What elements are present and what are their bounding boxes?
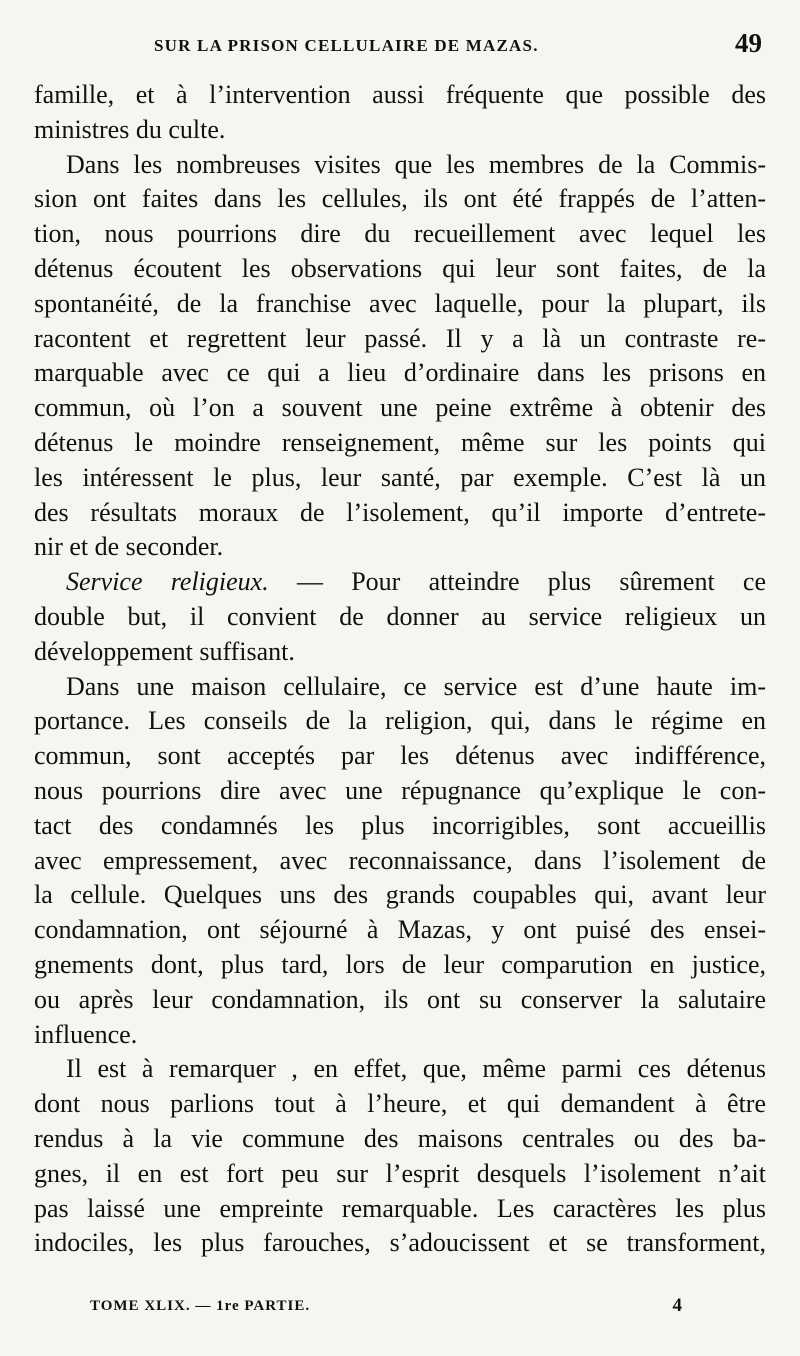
text-line: dont nous parlions tout à l’heure, et qui demandent à être [34,1089,766,1119]
text-line: des résultats moraux de l’isolement, qu’il importe d’entrete- [34,497,766,527]
text-line: détenus écoutent les observations qui leur sont faites, de la [34,253,766,283]
text-line: nous pourrions dire avec une répugnance qu’explique le con- [34,775,766,805]
text-line: la cellule. Quelques uns des grands coupables qui, avant leur [34,880,766,910]
text-line: marquable avec ce qui a lieu d’ordinaire dans les prisons en [34,358,766,388]
section-continuation: — Pour atteindre plus sûrement ce [268,567,766,597]
text-line: pas laissé une empreinte remarquable. Les caractères les plus [34,1193,766,1223]
running-head [34,28,762,66]
text-line: ou après leur condamnation, ils ont su conserver la salutaire [34,984,766,1014]
text-line: détenus le moindre renseignement, même sur les points qui [34,427,766,457]
text-line: indociles, les plus farouches, s’adoucissent et se transforment, [34,1228,766,1258]
text-line: rendus à la vie commune des maisons centrales ou des ba- [34,1123,766,1153]
footer-signature: TOME XLIX. — 1re PARTIE. [90,1298,311,1314]
text-line: tact des condamnés les plus incorrigibles, sont accueillis [34,810,766,840]
text-line: les intéressent le plus, leur santé, par exemple. C’est là un [34,462,766,492]
running-title: SUR LA PRISON CELLULAIRE DE MAZAS. [154,36,539,55]
section-line [34,565,766,600]
text-line: gnes, il en est fort peu sur l’esprit desquels l’isolement n’ait [34,1158,766,1188]
text-line: influence. [34,1019,138,1049]
page-footer [90,1295,682,1320]
text-line: gnements dont, plus tard, lors de leur comparution en justice, [34,949,766,979]
text-line: racontent et regrettent leur passé. Il y a là un contraste re- [34,323,766,353]
page-number: 49 [735,28,762,58]
text-line: développement suffisant. [34,636,295,666]
text-line: portance. Les conseils de la religion, qui, dans le régime en [34,706,766,736]
footer-sheet-number: 4 [672,1295,682,1316]
text-line: Il est à remarquer , en effet, que, même parmi ces détenus [66,1054,766,1084]
section-heading: Service religieux. [66,567,269,597]
text-line: ministres du culte. [34,114,226,144]
text-line: sion ont faites dans les cellules, ils ont été frappés de l’atten- [34,184,766,214]
text-line: Dans les nombreuses visites que les membres de la Commis- [66,149,766,179]
text-line: famille, et à l’intervention aussi fréquente que possible des [34,80,766,109]
text-line: condamnation, ont séjourné à Mazas, y ont puisé des ensei- [34,915,766,945]
text-line: commun, où l’on a souvent une peine extrême à obtenir des [34,393,766,423]
text-line: Dans une maison cellulaire, ce service est d’une haute im- [66,671,766,701]
text-line: avec empressement, avec reconnaissance, dans l’isolement de [34,845,766,875]
text-line: double but, il convient de donner au service religieux un [34,601,766,631]
text-line: tion, nous pourrions dire du recueillement avec lequel les [34,219,766,249]
body-text [34,78,766,1261]
text-line: nir et de seconder. [34,532,224,562]
text-line: commun, sont acceptés par les détenus avec indifférence, [34,741,766,771]
text-line: spontanéité, de la franchise avec laquelle, pour la plupart, ils [34,288,766,318]
